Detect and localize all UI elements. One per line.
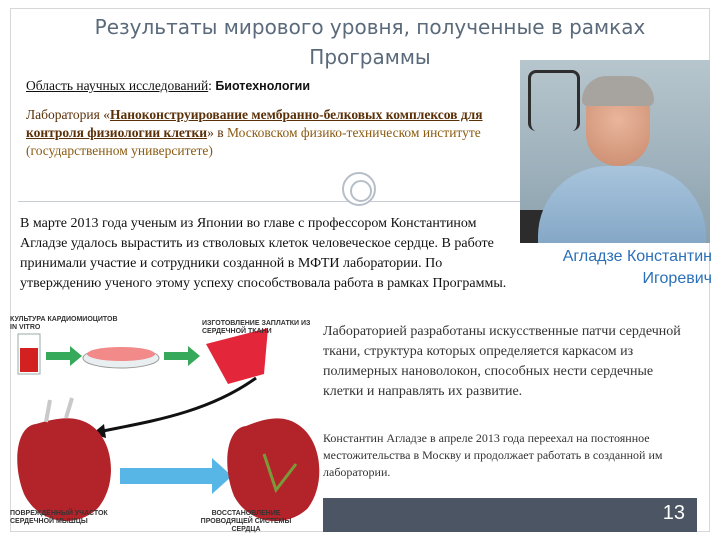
curved-arrow-icon [98,378,256,432]
scientist-name-line-2: Игоревич [642,270,712,287]
shirt-shape [538,166,706,243]
research-area [26,78,310,94]
label-culture: КУЛЬТУРА КАРДИОМИОЦИТОВ IN VITRO [10,316,118,331]
blue-arrow-icon [120,458,232,494]
slide-title-line-2: Программы [309,45,431,69]
divider-ornament [342,172,376,206]
research-area-value: Биотехнологии [215,79,311,93]
page-number-bar [323,498,697,532]
restored-heart-icon [227,418,319,521]
label-restore: ВОССТАНОВЛЕНИЕ ПРОВОДЯЩЕЙ СИСТЕМЫ СЕРДЦА [200,510,292,533]
laboratory-description [26,106,486,160]
label-damaged: ПОВРЕЖДЁННЫЙ УЧАСТОК СЕРДЕЧНОЙ МЫШЦЫ [10,510,108,525]
lab-name: Наноконструирование мембранно-белковых комплексов для контроля физиологии клетки [26,107,483,140]
label-patch: ИЗГОТОВЛЕНИЕ ЗАПЛАТКИ ИЗ СЕРДЕЧНОЙ ТКАНИ [202,320,311,335]
heart-patch-diagram [6,314,321,536]
test-tube-liquid [20,348,38,372]
green-arrow-icon-2 [164,346,200,366]
lab-place: Московском физико-техническом институте (государственном университете) [26,125,481,158]
patches-paragraph: Лабораторией разработаны искусственные патчи сердечной ткани, структура которых определяется каркасом из полимерных нановолокон, способных нести сердечные клетки и направлять их развитие. [323,324,681,399]
microscope-shape [528,70,580,131]
news-paragraph: В марте 2013 года ученым из Японии во главе с профессором Константином Агладзе удалось вырастить из стволовых клеток человеческое сердце. В работе принимали участие и сотрудники созданной в МФТИ лаборатории. По утверждению ученого этому успеху способствовала работа в рамках Программы. [20,216,507,291]
relocation-paragraph: Константин Агладзе в апреле 2013 года переехал на постоянное местожительства в Москву и продолжает работать в созданной им лаборатории. [323,431,663,479]
petri-dish-culture [87,347,155,361]
green-arrow-icon [46,346,82,366]
damaged-heart-icon [17,418,111,521]
research-area-label: Область научных исследований [26,78,209,93]
slide-title-line-1: Результаты мирового уровня, полученные в рамках [94,15,646,39]
lab-suffix: » в [207,125,224,140]
diagram-graphic [6,314,321,536]
page-number: 13 [662,502,685,524]
research-area-separator: : [208,78,216,93]
scientist-name-line-1: Агладзе Константин [562,248,712,265]
scientist-photo [520,60,710,243]
tissue-patch-icon [206,328,268,384]
scientist-name [527,246,712,290]
lab-prefix: Лаборатория « [26,107,110,122]
hair-shape [582,76,654,106]
